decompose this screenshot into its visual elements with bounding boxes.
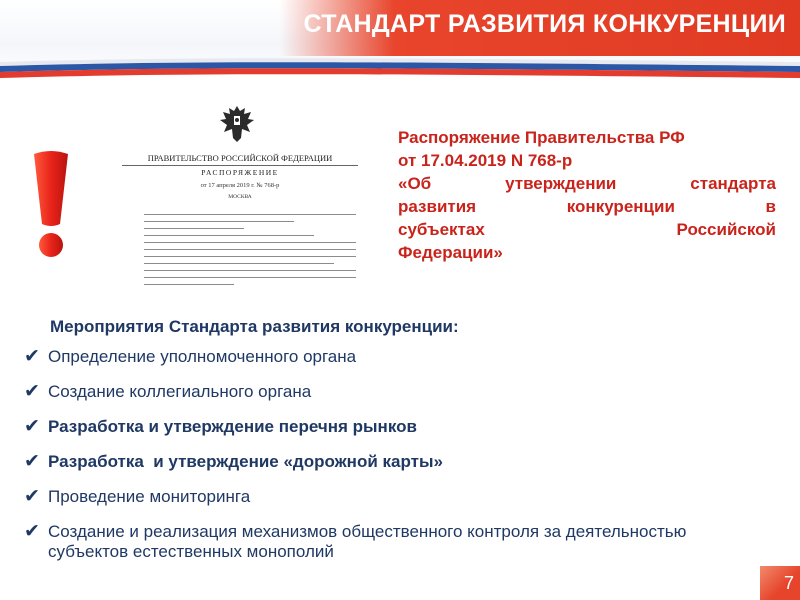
exclamation-icon [28,150,74,260]
double-headed-eagle-emblem-icon [214,102,260,146]
list-item-text: Определение уполномоченного органа [48,347,357,366]
flag-stripes [0,56,800,80]
slide-header [0,0,800,82]
document-text-line [144,284,234,285]
document-kind: РАСПОРЯЖЕНИЕ [201,168,279,177]
document-text-line [144,263,334,264]
decree-document-image [122,100,358,300]
measures-heading: Мероприятия Стандарта развития конкуренции: [50,317,459,336]
decree-line: Распоряжение Правительства РФ [398,128,685,147]
list-item-text: Проведение мониторинга [48,487,251,506]
list-item-text: Разработка и утверждение перечня рынков [48,417,417,436]
title-banner [280,0,800,56]
list-item [22,487,782,507]
document-org: ПРАВИТЕЛЬСТВО РОССИЙСКОЙ ФЕДЕРАЦИИ [122,153,358,166]
list-item-text: Создание коллегиального органа [48,382,312,401]
decree-line: Федерации» [398,243,503,262]
measures-list [22,347,782,577]
document-text-line [144,277,356,278]
document-text-line [144,214,356,215]
page-number-badge [760,566,800,600]
list-item [22,347,782,367]
decree-reference [398,126,776,264]
decree-line: от 17.04.2019 N 768-р [398,151,573,170]
document-text-line [144,242,356,243]
list-item-text: Разработка и утверждение «дорожной карты» [48,452,443,471]
check-mark-icon: ✔ [24,451,40,472]
list-item [22,452,782,472]
check-mark-icon: ✔ [24,346,40,367]
page-title: СТАНДАРТ РАЗВИТИЯ КОНКУРЕНЦИИ [303,10,786,38]
check-mark-icon: ✔ [24,521,40,542]
document-text-line [144,228,244,229]
document-text-line [144,235,314,236]
decree-line: «Об утверждении стандарта [398,174,776,193]
page-number: 7 [783,573,794,593]
list-item [22,382,782,402]
document-date: от 17 апреля 2019 г. № 768-р [200,182,280,189]
list-item-text: Создание и реализация механизмов общественного контроля за деятельностью субъектов естественных монополий [48,522,687,561]
decree-line: развития конкуренции в [398,197,776,216]
check-mark-icon: ✔ [24,416,40,437]
check-mark-icon: ✔ [24,381,40,402]
document-text-line [144,256,356,257]
decree-line: субъектах Российской [398,220,776,239]
list-item [22,417,782,437]
document-text-line [144,221,294,222]
document-city: МОСКВА [228,194,252,200]
check-mark-icon: ✔ [24,486,40,507]
document-text-line [144,270,356,271]
list-item [22,522,748,562]
document-text-line [144,249,356,250]
